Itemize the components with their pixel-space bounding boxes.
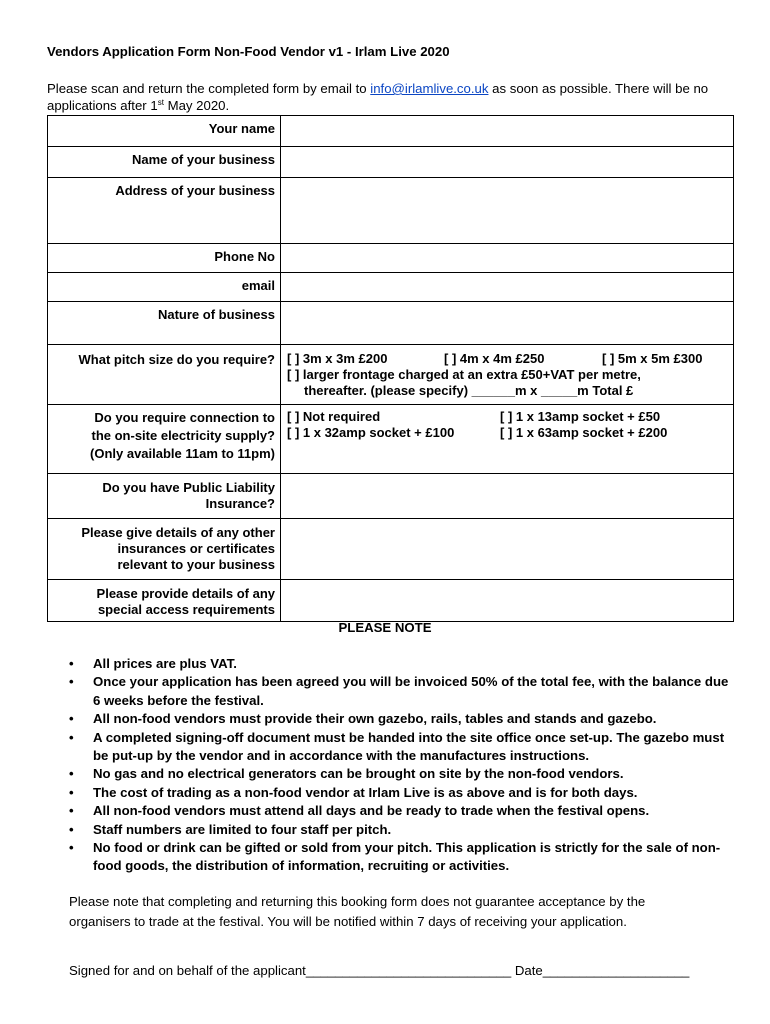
other-insurance-label-line2: insurances or certificates	[117, 541, 275, 556]
note-item	[69, 729, 729, 766]
your-name-field[interactable]	[281, 116, 734, 147]
note-text: All non-food vendors must provide their own gazebo, rails, tables and stands and gazebo.	[93, 711, 657, 727]
intro-text	[47, 80, 737, 114]
electricity-options	[281, 405, 734, 474]
electricity-label	[48, 405, 281, 474]
bullet-icon: •	[69, 840, 74, 856]
bullet-icon: •	[69, 656, 74, 671]
nature-label: Nature of business	[48, 302, 281, 345]
electricity-label-line3: (Only available 11am to 11pm)	[90, 446, 275, 461]
insurance-label	[48, 474, 281, 519]
bullet-icon: •	[69, 766, 74, 782]
insurance-label-line1: Do you have Public Liability	[102, 480, 275, 495]
application-table	[47, 115, 734, 622]
pitch-option-5x5[interactable]: [ ] 5m x 5m £300	[602, 351, 703, 366]
electricity-option-63amp[interactable]: [ ] 1 x 63amp socket + £200	[500, 425, 668, 440]
other-insurance-field[interactable]	[281, 519, 734, 580]
bullet-icon: •	[69, 803, 74, 819]
signature-line[interactable]: Signed for and on behalf of the applicant____________________________ Date____________________	[69, 963, 690, 978]
note-item	[69, 839, 729, 876]
note-text: All non-food vendors must attend all days and be ready to trade when the festival opens.	[93, 803, 650, 819]
note-item	[69, 802, 729, 820]
other-insurance-label-line1: Please give details of any other	[81, 525, 275, 540]
access-label-line2: special access requirements	[97, 602, 275, 617]
pitch-option-4x4[interactable]: [ ] 4m x 4m £250	[444, 351, 545, 366]
note-text: Staff numbers are limited to four staff per pitch.	[93, 821, 392, 837]
access-label-line1: Please provide details of any	[96, 586, 275, 601]
insurance-field[interactable]	[281, 474, 734, 519]
electricity-label-line1: Do you require connection to	[94, 410, 275, 425]
note-text: Once your application has been agreed you will be invoiced 50% of the total fee, with the balance due 6 weeks before the festival.	[93, 674, 729, 708]
electricity-option-32amp[interactable]: [ ] 1 x 32amp socket + £100	[287, 425, 455, 440]
pitch-option-larger[interactable]: [ ] larger frontage charged at an extra £50+VAT per metre,	[287, 367, 641, 382]
access-label	[48, 580, 281, 622]
note-text: No gas and no electrical generators can be brought on site by the non-food vendors.	[93, 766, 624, 782]
business-name-label: Name of your business	[48, 147, 281, 178]
bullet-icon: •	[69, 821, 74, 837]
pitch-options	[281, 345, 734, 405]
note-item	[69, 821, 729, 839]
other-insurance-label-line3: relevant to your business	[117, 557, 275, 572]
note-text: The cost of trading as a non-food vendor at Irlam Live is as above and is for both days.	[93, 784, 638, 800]
note-item	[69, 765, 729, 783]
notes-list	[69, 655, 729, 876]
business-address-label: Address of your business	[48, 178, 281, 244]
bullet-icon: •	[69, 711, 74, 727]
access-field[interactable]	[281, 580, 734, 622]
email-label: email	[48, 273, 281, 302]
disclaimer-text: Please note that completing and returning this booking form does not guarantee acceptance by the organisers to trade at the festival. You will be notified within 7 days of receiving your application.	[69, 894, 646, 929]
phone-label: Phone No	[48, 244, 281, 273]
note-item	[69, 784, 729, 802]
insurance-label-line2: Insurance?	[205, 496, 275, 511]
note-text: A completed signing-off document must be handed into the site office once set-up. The gazebo must be put-up by the vendor and in accordance with the manufactures instructions.	[93, 729, 725, 764]
intro-end: May 2020.	[163, 98, 230, 113]
your-name-label: Your name	[48, 116, 281, 147]
intro-after-link: as soon as possible. There will be no applications after 1	[47, 81, 709, 113]
business-address-field[interactable]	[281, 178, 734, 244]
note-item	[69, 673, 729, 710]
note-text: No food or drink can be gifted or sold from your pitch. This application is strictly for the sale of non-food goods, the distribution of information, recruiting or activities.	[93, 840, 721, 874]
electricity-label-line2: the on-site electricity supply?	[91, 428, 275, 443]
pitch-label: What pitch size do you require?	[48, 345, 281, 405]
email-field[interactable]	[281, 273, 734, 302]
phone-field[interactable]	[281, 244, 734, 273]
form-title: Vendors Application Form Non-Food Vendor v1 - Irlam Live 2020	[47, 44, 450, 59]
electricity-option-none[interactable]: [ ] Not required	[287, 409, 381, 424]
note-item	[69, 710, 729, 728]
please-note-heading: PLEASE NOTE	[338, 620, 432, 635]
note-item	[69, 655, 729, 673]
bullet-icon: •	[69, 729, 74, 745]
bullet-icon: •	[69, 784, 74, 800]
nature-field[interactable]	[281, 302, 734, 345]
email-link[interactable]: info@irlamlive.co.uk	[370, 81, 489, 96]
other-insurance-label	[48, 519, 281, 580]
business-name-field[interactable]	[281, 147, 734, 178]
intro-superscript: st	[157, 98, 164, 107]
bullet-icon: •	[69, 674, 74, 690]
intro-before-link: Please scan and return the completed form by email to	[47, 81, 371, 96]
note-text: All prices are plus VAT.	[93, 656, 237, 671]
pitch-option-larger-specify: thereafter. (please specify) ______m x _____m Total £	[304, 383, 634, 398]
pitch-option-3x3[interactable]: [ ] 3m x 3m £200	[287, 351, 388, 366]
electricity-option-13amp[interactable]: [ ] 1 x 13amp socket + £50	[500, 409, 661, 424]
